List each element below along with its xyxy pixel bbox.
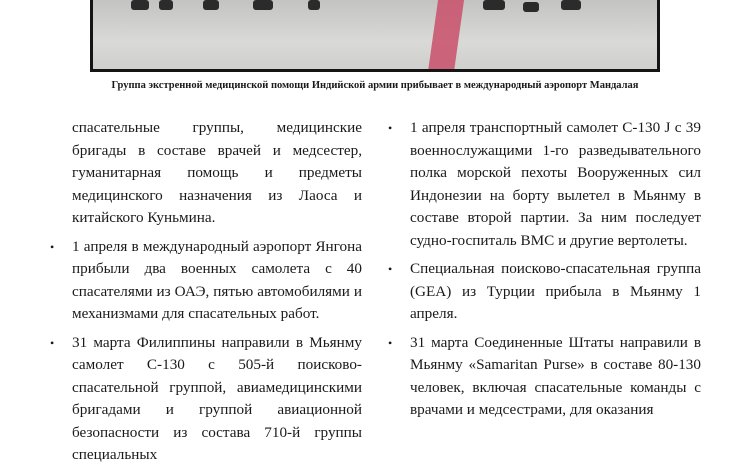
tarmac-background — [93, 0, 657, 69]
person-feet — [561, 0, 581, 10]
list-item — [388, 117, 701, 252]
bullet-icon: • — [50, 335, 55, 350]
person-feet — [483, 0, 505, 10]
left-column — [50, 117, 362, 473]
list-item-text: Специальная поисково-спасательная группа (GEA) из Турции прибыла в Мьянму 1 апреля. — [410, 260, 701, 322]
continued-paragraph: спасательные группы, медицинские бригады в составе врачей и медсестер, гуманитарная помощь и предметы медицинского назначения из Лаоса и китайского Куньмина. — [72, 119, 362, 226]
list-item-text: 1 апреля в международный аэропорт Янгона прибыли два военных самолета с 40 спасателями из ОАЭ, пятью автомобилями и механизмами для спасательных работ. — [72, 237, 362, 322]
list-item — [50, 332, 362, 467]
person-feet — [308, 0, 320, 10]
bullet-icon: • — [50, 239, 55, 254]
bullet-icon: • — [388, 335, 393, 350]
person-feet — [523, 2, 539, 12]
person-feet — [203, 0, 219, 10]
person-feet — [131, 0, 149, 10]
list-item-text: 1 апреля транспортный самолет С-130 J с 39 военнослужащими 1-го разведывательного полка морской пехоты Вооруженных сил Индонезии на борту вылетел в Мьянму в составе второй партии. За ним последует судно-госпиталь ВМС и другие вертолеты. — [410, 119, 701, 249]
list-item-text: 31 марта Филиппины направили в Мьянму самолет С-130 с 505-й поисково-спасательной группой, авиамедицинскими бригадами и группой авиационной безопасности из состава 710-й группы специальных — [72, 333, 362, 463]
photo-caption: Группа экстренной медицинской помощи Индийской армии прибывает в международный аэропорт Мандалая — [111, 80, 639, 91]
person-feet — [159, 0, 173, 10]
list-item-text: 31 марта Соединенные Штаты направили в Мьянму «Samaritan Purse» в составе 80-130 человек, включая спасательные команды с врачами и медсестрами, для оказания — [410, 333, 701, 418]
right-column — [388, 117, 701, 428]
header-photo — [90, 0, 660, 72]
bullet-icon: • — [388, 262, 393, 276]
list-item — [50, 236, 362, 326]
bullet-icon: • — [388, 121, 393, 135]
list-item — [388, 258, 701, 326]
person-feet — [253, 0, 273, 10]
list-item — [388, 332, 701, 422]
